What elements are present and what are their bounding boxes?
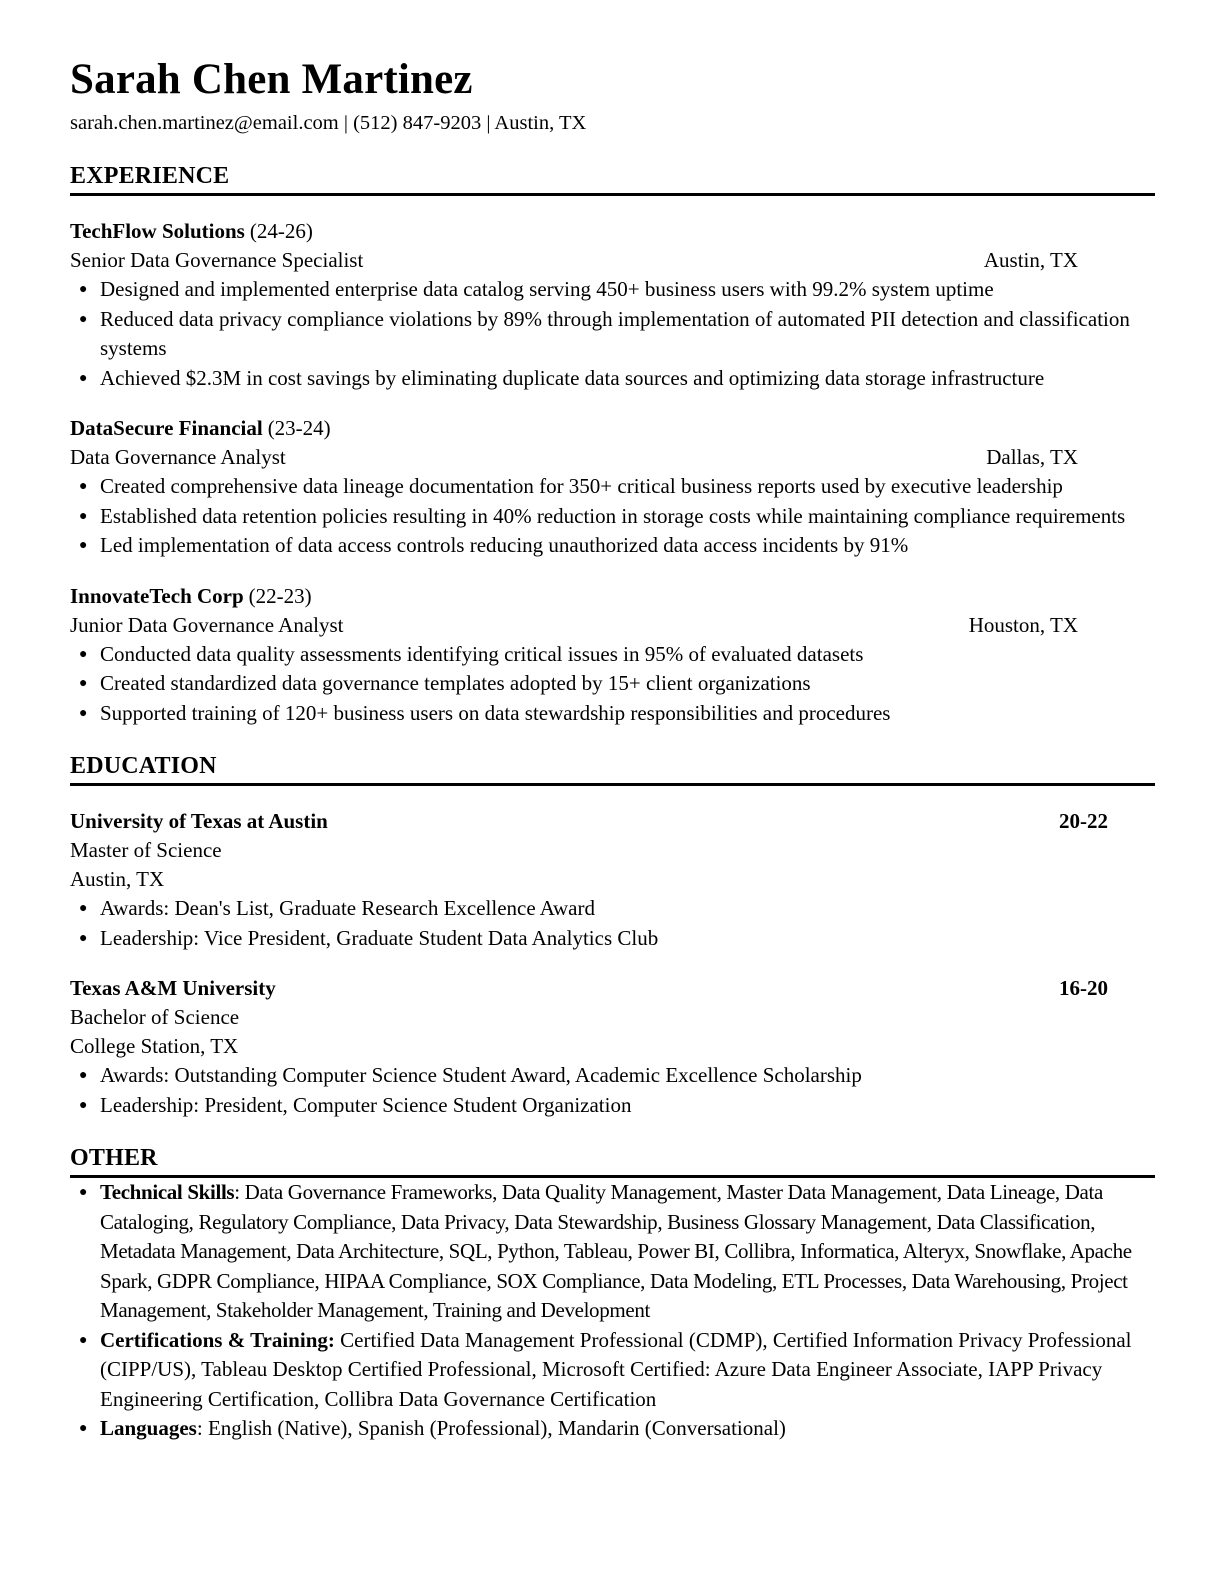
bullet-item: ● Conducted data quality assessments identifying critical issues in 95% of evaluated datasets — [70, 640, 1155, 670]
bullet-item: ● Achieved $2.3M in cost savings by eliminating duplicate data sources and optimizing data storage infrastructure — [70, 364, 1155, 394]
job-location: Dallas, TX — [986, 445, 1078, 470]
job-role: Junior Data Governance Analyst — [70, 612, 344, 637]
bullet-item: ● Created comprehensive data lineage documentation for 350+ critical business reports used by executive leadership — [70, 472, 1155, 502]
school-entry-ut-austin — [70, 807, 1155, 953]
bullet-item: ● Leadership: President, Computer Science Student Organization — [70, 1091, 1155, 1121]
section-education — [70, 753, 1155, 1120]
school-bullets — [70, 894, 1155, 953]
bullet-item: ● Reduced data privacy compliance violations by 89% through implementation of automated PII detection and classification systems — [70, 305, 1155, 364]
job-header — [70, 414, 1155, 443]
company-name: InnovateTech Corp — [70, 583, 244, 608]
bullet-item: ● Established data retention policies resulting in 40% reduction in storage costs while maintaining compliance requirements — [70, 502, 1155, 532]
company-line — [70, 582, 312, 611]
company-name: DataSecure Financial — [70, 416, 263, 441]
other-item-technical-skills — [70, 1178, 1155, 1326]
other-item-certifications — [70, 1326, 1155, 1415]
school-name: University of Texas at Austin — [70, 809, 328, 834]
company-dates: (24-26) — [249, 219, 313, 244]
school-degree: Master of Science — [70, 838, 222, 863]
school-entry-texas-am — [70, 974, 1155, 1120]
company-line — [70, 414, 331, 443]
other-item-label: Languages — [100, 1416, 197, 1441]
other-item-text: : Data Governance Frameworks, Data Quality Management, Master Data Management, Data Lineage, Data Cataloging, Regulatory Compliance, Data Privacy, Data Stewardship, Business Glossary Management, Data Classification, Metadata Management, Data Architecture, SQL, Python, Tableau, Power BI, Collibra, Informatica, Alteryx, Snowflake, Apache Spark, GDPR Compliance, HIPAA Compliance, SOX Compliance, Data Modeling, ETL Processes, Data Warehousing, Project Management, Stakeholder Management, Training and Development — [100, 1180, 1132, 1323]
other-item-text: : English (Native), Spanish (Professional), Mandarin (Conversational) — [196, 1416, 786, 1441]
job-role: Data Governance Analyst — [70, 445, 286, 470]
job-role-row — [70, 246, 1155, 275]
other-item-languages — [70, 1414, 1155, 1444]
school-bullets — [70, 1061, 1155, 1120]
contact-line: sarah.chen.martinez@email.com | (512) 847-9203 | Austin, TX — [70, 112, 587, 135]
company-line — [70, 217, 313, 246]
other-item-label: Certifications & Training: — [100, 1327, 335, 1352]
bullet-item: ● Supported training of 120+ business users on data stewardship responsibilities and procedures — [70, 699, 1155, 729]
job-location: Houston, TX — [968, 612, 1078, 637]
school-name: Texas A&M University — [70, 976, 276, 1001]
school-header — [70, 974, 1155, 1003]
job-entry-datasecure — [70, 414, 1155, 561]
person-name: Sarah Chen Martinez — [70, 56, 473, 103]
school-degree: Bachelor of Science — [70, 1005, 240, 1030]
company-dates: (22-23) — [248, 583, 312, 608]
job-role-row — [70, 443, 1155, 472]
resume-header — [70, 56, 1155, 138]
bullet-item: ● Awards: Outstanding Computer Science Student Award, Academic Excellence Scholarship — [70, 1061, 1155, 1091]
job-bullets — [70, 640, 1155, 729]
section-title-other: OTHER — [70, 1145, 1155, 1178]
section-experience — [70, 163, 1155, 728]
school-location: College Station, TX — [70, 1034, 239, 1059]
other-items — [70, 1178, 1155, 1444]
section-other — [70, 1145, 1155, 1444]
job-role-row — [70, 611, 1155, 640]
bullet-item: ● Awards: Dean's List, Graduate Research Excellence Award — [70, 894, 1155, 924]
bullet-item: ● Leadership: Vice President, Graduate Student Data Analytics Club — [70, 924, 1155, 954]
school-years: 20-22 — [1059, 809, 1108, 834]
school-location: Austin, TX — [70, 867, 165, 892]
bullet-item: ● Led implementation of data access controls reducing unauthorized data access incidents by 91% — [70, 531, 1155, 561]
job-bullets — [70, 275, 1155, 393]
school-header — [70, 807, 1155, 836]
other-item-text: Certified Data Management Professional (CDMP), Certified Information Privacy Professional (CIPP/US), Tableau Desktop Certified Professional, Microsoft Certified: Azure Data Engineer Associate, IAPP Privacy Engineering Certification, Collibra Data Governance Certification — [100, 1327, 1132, 1411]
company-name: TechFlow Solutions — [70, 219, 245, 244]
job-bullets — [70, 472, 1155, 561]
section-title-experience: EXPERIENCE — [70, 163, 1155, 196]
job-header — [70, 582, 1155, 611]
bullet-item: ● Designed and implemented enterprise data catalog serving 450+ business users with 99.2% system uptime — [70, 275, 1155, 305]
section-title-education: EDUCATION — [70, 753, 1155, 786]
job-header — [70, 217, 1155, 246]
job-entry-innovatetech — [70, 582, 1155, 729]
job-entry-techflow — [70, 217, 1155, 393]
company-dates: (23-24) — [267, 416, 331, 441]
job-location: Austin, TX — [983, 248, 1078, 273]
bullet-item: ● Created standardized data governance templates adopted by 15+ client organizations — [70, 669, 1155, 699]
other-item-label: Technical Skills — [100, 1180, 235, 1205]
job-role: Senior Data Governance Specialist — [70, 248, 364, 273]
school-years: 16-20 — [1059, 976, 1108, 1001]
